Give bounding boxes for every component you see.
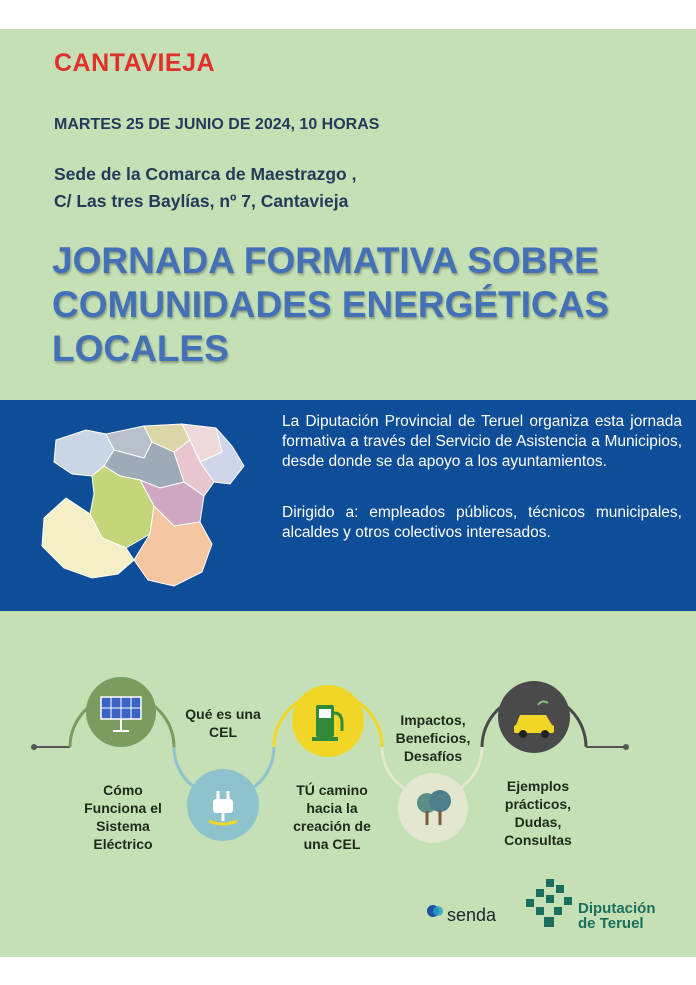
step-2-line: Qué es una bbox=[185, 706, 261, 722]
charging-station-icon bbox=[292, 685, 364, 757]
step-4-line: Beneficios, bbox=[395, 730, 471, 746]
step-5-line: Ejemplos bbox=[506, 778, 570, 794]
step-3-line: hacia la bbox=[306, 800, 358, 816]
audience-paragraph: Dirigido a: empleados públicos, técnicos municipales, alcaldes y otros colectivos interesados. bbox=[282, 504, 682, 541]
step-1-line: Eléctrico bbox=[93, 836, 153, 852]
headline-line-3: LOCALES bbox=[52, 328, 229, 369]
info-band bbox=[0, 400, 696, 611]
step-3-label bbox=[282, 781, 382, 853]
poster bbox=[0, 29, 696, 957]
step-5-line: Consultas bbox=[504, 832, 572, 848]
town-title: CANTAVIEJA bbox=[54, 49, 216, 77]
step-5-line: prácticos, bbox=[504, 796, 572, 812]
step-1-line: Sistema bbox=[96, 818, 150, 834]
step-3-line: una CEL bbox=[303, 836, 361, 852]
diputacion-line-2: de Teruel bbox=[578, 915, 644, 932]
step-4-circle bbox=[398, 773, 468, 843]
diputacion-logo-icon bbox=[524, 879, 574, 929]
diputacion-logo-text bbox=[578, 901, 656, 931]
step-1-circle bbox=[86, 677, 156, 747]
venue-line-2: C/ Las tres Baylías, nº 7, Cantavieja bbox=[54, 191, 349, 211]
organizer-paragraph: La Diputación Provincial de Teruel organiza esta jornada formativa a través del Servicio de Asistencia a Municipios, desde donde se da apoyo a los ayuntamientos. bbox=[282, 413, 682, 470]
step-5-circle bbox=[498, 681, 570, 753]
step-4-label bbox=[386, 711, 480, 765]
headline-line-1: JORNADA FORMATIVA SOBRE bbox=[52, 240, 599, 281]
band-text bbox=[282, 412, 682, 543]
plug-icon bbox=[187, 769, 259, 841]
event-date: MARTES 25 DE JUNIO DE 2024, 10 HORAS bbox=[54, 116, 380, 133]
electric-car-icon bbox=[498, 681, 570, 753]
teruel-map-icon bbox=[34, 422, 249, 592]
step-3-circle bbox=[292, 685, 364, 757]
step-4-line: Impactos, bbox=[400, 712, 466, 728]
step-2-circle bbox=[187, 769, 259, 841]
trees-icon bbox=[398, 773, 468, 843]
headline bbox=[52, 239, 672, 371]
step-4-line: Desafíos bbox=[403, 748, 463, 764]
step-1-label bbox=[72, 781, 174, 853]
senda-logo-icon bbox=[425, 903, 445, 919]
step-1-line: Funciona el bbox=[84, 800, 162, 816]
senda-logo-text: senda bbox=[447, 905, 497, 925]
venue bbox=[54, 161, 356, 215]
step-2-label bbox=[178, 705, 268, 741]
step-3-line: creación de bbox=[293, 818, 371, 834]
steps-timeline bbox=[0, 649, 696, 852]
step-3-line: TÚ camino bbox=[296, 782, 368, 798]
logos bbox=[0, 869, 696, 932]
step-2-line: CEL bbox=[209, 724, 237, 740]
solar-panel-icon bbox=[86, 677, 156, 747]
headline-line-2: COMUNIDADES ENERGÉTICAS bbox=[52, 284, 610, 325]
step-5-label bbox=[488, 777, 588, 849]
step-5-line: Dudas, bbox=[514, 814, 562, 830]
step-1-line: Cómo bbox=[103, 782, 143, 798]
diputacion-line-1: Diputación bbox=[578, 900, 656, 917]
venue-line-1: Sede de la Comarca de Maestrazgo , bbox=[54, 164, 357, 184]
